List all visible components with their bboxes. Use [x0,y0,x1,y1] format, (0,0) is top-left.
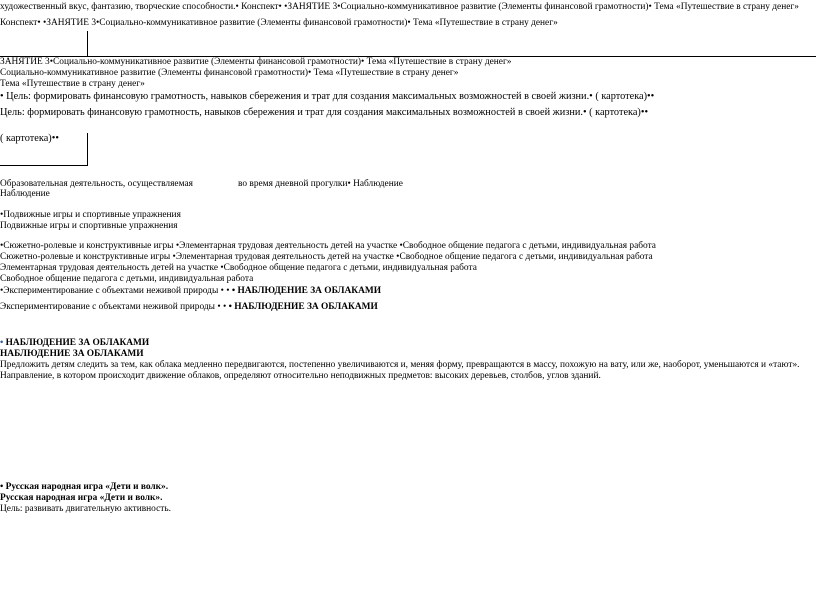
text-line-1: художественный вкус, фантазию, творческие способности.• Конспект• •ЗАНЯТИЕ 3•Социально-коммуникативное развитие (Элементы финансовой грамотности)• Тема «Путешествие в страну денег» [0,2,799,12]
experiment-text: •Экспериментирование с объектами неживой природы • • [0,286,230,296]
free-communication: Свободное общение педагога с детьми, индивидуальная работа [0,274,254,284]
cloud-observation-heading-text: НАБЛЮДЕНИЕ ЗА ОБЛАКАМИ [5,338,150,348]
labor-activity: Элементарная трудовая деятельность детей на участке •Свободное общение педагога с детьми, индивидуальная работа [0,263,477,273]
cloud-observation-heading-bulleted [0,338,149,349]
outdoor-games-bulleted: •Подвижные игры и спортивные упражнения [0,210,181,220]
table-border-vertical [87,31,88,56]
outdoor-games: Подвижные игры и спортивные упражнения [0,221,178,231]
walk-observation-heading: во время дневной прогулки• Наблюдение [238,179,403,189]
goal-line-bulleted: • Цель: формировать финансовую грамотность, навыков сбережения и трат для создания максимальных возможностей в своей жизни.• ( картотека)•• [0,91,655,102]
observation-label: Наблюдение [0,189,50,199]
table-border-short [0,165,88,166]
cloud-observation-title: • НАБЛЮДЕНИЕ ЗА ОБЛАКАМИ [231,286,382,296]
text-line-5: Тема «Путешествие в страну денег» [0,79,145,89]
experiment-bulleted [0,286,381,297]
cloud-observation-title-2: • НАБЛЮДЕНИЕ ЗА ОБЛАКАМИ [228,302,378,312]
folk-game-bulleted: • Русская народная игра «Дети и волк». [0,482,169,492]
experiment-line [0,302,378,313]
cloud-observation-text-2: Направление, в котором происходит движение облаков, определяют относительно неподвижных предметов: высоких деревьев, столбов, углов зданий. [0,371,601,381]
text-line-3: ЗАНЯТИЕ 3•Социально-коммуникативное развитие (Элементы финансовой грамотности)• Тема «Путешествие в страну денег» [0,57,512,67]
folk-game-goal: Цель: развивать двигательную активность. [0,504,171,514]
role-play: Сюжетно-ролевые и конструктивные игры •Элементарная трудовая деятельность детей на участке •Свободное общение педагога с детьми, индивидуальная работа [0,252,653,262]
cloud-observation-text-1: Предложить детям следить за тем, как облака медленно передвигаются, постепенно увеличиваются и, меняя форму, превращаются в массу, похожую на вату, или же, наоборот, уменьшаются и «тают». [0,360,800,370]
activity-heading: Образовательная деятельность, осуществляемая [0,179,193,189]
role-play-bulleted: •Сюжетно-ролевые и конструктивные игры •Элементарная трудовая деятельность детей на участке •Свободное общение педагога с детьми, индивидуальная работа [0,241,656,251]
table-border-vertical-2 [87,133,88,165]
card-index-label: ( картотека)•• [0,133,59,144]
goal-line: Цель: формировать финансовую грамотность, навыков сбережения и трат для создания максимальных возможностей в своей жизни.• ( картотека)•• [0,107,649,118]
text-line-2: Конспект• •ЗАНЯТИЕ 3•Социально-коммуникативное развитие (Элементы финансовой грамотности)• Тема «Путешествие в страну денег» [0,18,558,28]
experiment-text-2: Экспериментирование с объектами неживой природы • • [0,302,227,312]
folk-game-title: Русская народная игра «Дети и волк». [0,493,163,503]
cloud-observation-heading: НАБЛЮДЕНИЕ ЗА ОБЛАКАМИ [0,349,144,359]
bullet-icon: • [0,338,4,348]
text-line-4: Социально-коммуникативное развитие (Элементы финансовой грамотности)• Тема «Путешествие в страну денег» [0,68,459,78]
